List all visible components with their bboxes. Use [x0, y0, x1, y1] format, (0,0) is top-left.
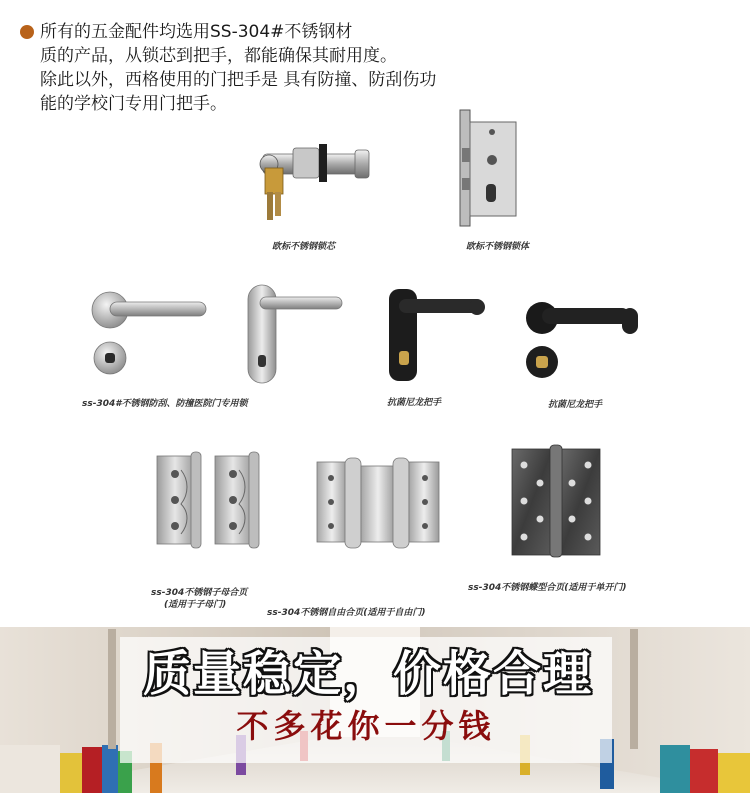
- flush-hinge-caption-line2: (适用于子母门): [164, 600, 227, 610]
- ss304-handle-caption: ss-304#不锈钢防刮、防撞医院门专用锁: [82, 399, 248, 409]
- butterfly-hinge-image: [510, 443, 602, 559]
- nylon-handle-1-caption: 抗菌尼龙把手: [387, 398, 442, 408]
- nylon-lever-rose-image: [522, 298, 642, 382]
- intro-line-1: 所有的五金配件均选用SS-304#不锈钢材: [40, 22, 353, 42]
- bullet-icon: [20, 25, 34, 39]
- banner-subtitle: 不多花你一分钱: [236, 707, 496, 745]
- lock-cylinder-image: [255, 138, 375, 228]
- nylon-lever-plate-image: [383, 285, 487, 385]
- ss304-lever-rose-image: [90, 290, 210, 380]
- nylon-handle-2-caption: 抗菌尼龙把手: [548, 400, 603, 410]
- double-action-hinge-image: [315, 456, 441, 552]
- lock-cylinder-caption: 欧标不锈钢锁芯: [272, 242, 336, 252]
- promo-banner: [0, 627, 750, 793]
- ss304-lever-plate-image: [244, 283, 346, 387]
- banner-title: 质量稳定，价格合理: [142, 646, 593, 702]
- lock-body-image: [458, 108, 520, 228]
- lock-body-caption: 欧标不锈钢锁体: [466, 242, 530, 252]
- double-action-hinge-caption: ss-304不锈钢自由合页(适用于自由门): [267, 608, 426, 618]
- intro-line-4: 能的学校门专用门把手。: [40, 94, 227, 114]
- intro-line-3: 除此以外，西格使用的门把手是 具有防撞、防刮伤功: [40, 70, 437, 90]
- flush-hinge-image: [155, 450, 267, 550]
- intro-line-2: 质的产品，从锁芯到把手，都能确保其耐用度。: [40, 46, 397, 66]
- butterfly-hinge-caption: ss-304不锈钢蝶型合页(适用于单开门): [468, 583, 627, 593]
- flush-hinge-caption-line1: ss-304不锈钢子母合页: [151, 588, 248, 598]
